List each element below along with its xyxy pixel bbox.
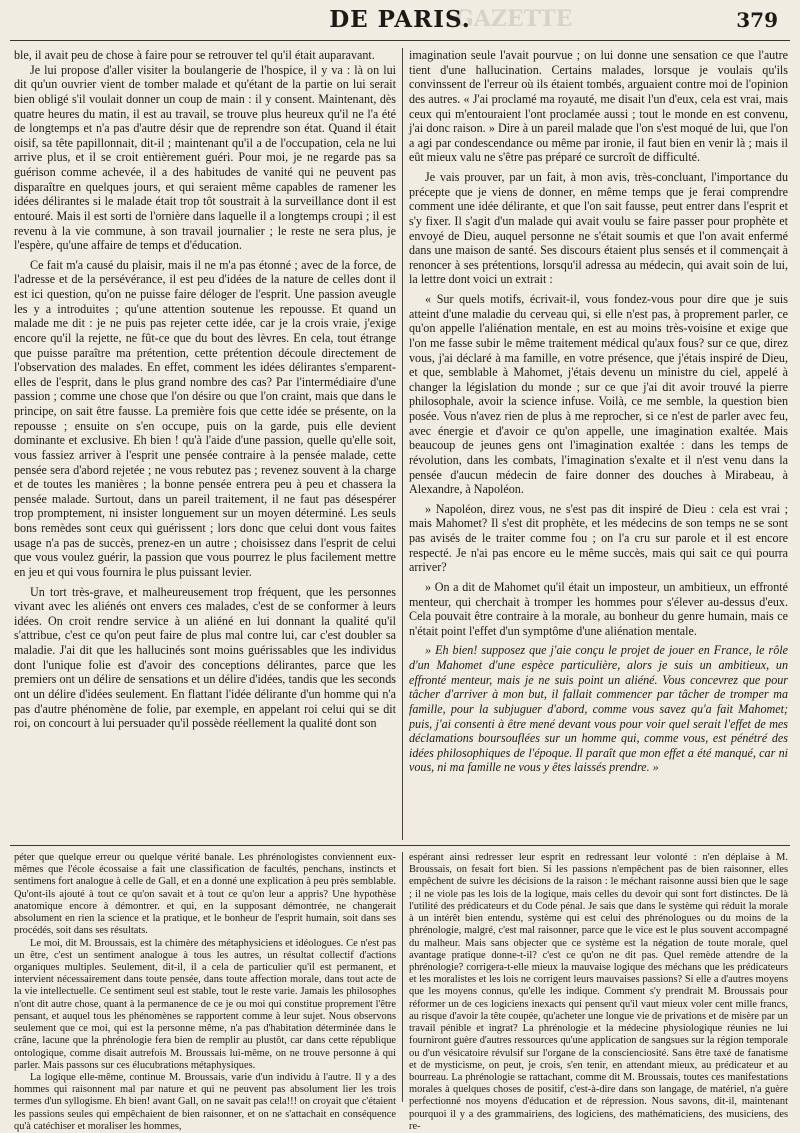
- running-title: DE PARIS.: [329, 6, 471, 33]
- header-rule: [10, 40, 790, 41]
- letter-paragraph: » Napoléon, direz vous, ne s'est pas dit inspiré de Dieu : cela est vrai ; mais Mahomet? Il s'est dit prophète, et les médecins de son temps ne se sont pas avisés de le traiter comme fou ; on l'a cru sur parole et il est encore respecté. Je n'ai pas encore eu le même succès, mais qui sait ce qui pourra arriver?: [409, 501, 788, 575]
- paragraph: espérant ainsi redresser leur esprit en redressant leur volonté : n'en déplaise à M. Broussais, on fesait fort bien. Si les passions n'empêchent pas de bien raisonner, elles empêchent de suivre les décisions de la raison : le méchant raisonne aussi bien que le sage ; il ne viole pas les lois de la logique, mais celles du devoir qui sont fort distinctes. De là l'utilité des prédicateurs et du Code pénal. Je sais que dans le système qui réduit la morale à un intérêt bien entendu, système qui est celui des phrénologues ou du moins de la phrénologie, malgré, c'est mal raisonner, parce que le vice est le plus souvent accompagné du malheur. Mais sans objecter que ce système est la négation de toute morale, quel avantage pratique donne-t-il? c'est ce qu'on ne dit pas. Quel remède attendre de la phrénologie? corrigera-t-elle mieux la mauvaise logique des méchans que les prédicateurs et les moralistes et les lois ne corrigent leurs mauvaises passions? Si elle a d'autres moyens que les moyens connus, qu'elle les indique. Comment s'y prendrait M. Broussais pour réformer un de ces logiciens inexacts qui pensent qu'il vaut mieux voler cent mille francs, au risque d'avoir la tête coupée, qu'acheter une longue vie de privations et de misère par un travail pénible et ingrat? La phrénologie et la médecine physiologique réunies ne lui fourniront guère d'autres ressources qu'une application de sangsues sur la région temporale ou d'un vésicatoire révulsif sur l'organe de la conscienciosité. Sans être taxé de fanatisme et de mysticisme, on peut, je crois, s'en tenir, en attendant mieux, au prédicateur et au bourreau. La phrénologie se rattachant, comme dit M. Broussais, toutes ces manifestations morales à quelques choses de positif, c'est-à-dire dans son langage, de matériel, n'a guère perfectionné nos moyens d'éducation et de répression. Nous savons, dit-il, maintenant pourquoi il y a des grammairiens, des logiciens, des mathématiciens, des musiciens, des re-: [409, 852, 788, 1132]
- paragraph: Je vais prouver, par un fait, à mon avis, très-concluant, l'importance du précepte que je viens de donner, en même temps que je ferai comprendre comment une idée délirante, et que l'on sait fausse, peut entrer dans l'esprit et s'y fixer. Il s'agit d'un malade qui avait voulu se faire passer pour prophète et envoyé de Dieu, auquel personne ne s'était soumis et que l'on avait enfermé dans une maison de santé. Ses discours étaient plus sensés et il commençait à renoncer à ses prétentions, lorsqu'il adressa au médecin, qui avait soin de lui, la lettre dont voici un extrait :: [409, 170, 788, 287]
- column-rule-bottom: [402, 852, 403, 1102]
- paragraph: La logique elle-même, continue M. Broussais, varie d'un individu à l'autre. Il y a des hommes qui raisonnent mal par nature et qui ne peuvent pas absolument lier les trois termes d'un syllogisme. Eh bien! avant Gall, on ne savait pas cela!!! on croyait que c'étaient les passions seules qui empêchaient de bien raisonner, et on ne s'attachait en conséquence qu'à catéchiser et moraliser les hommes,: [14, 1071, 396, 1132]
- letter-paragraph: » On a dit de Mahomet qu'il était un imposteur, un ambitieux, un effronté menteur, qui cherchait à tromper les hommes pour s'élever au-dessus d'eux. Cela pouvait être contraire à la morale, au bonheur du genre humain, mais ce n'était point l'effet d'un symptôme d'une aliénation mentale.: [409, 579, 788, 638]
- paragraph: imagination seule l'avait pourvue ; on lui donne une sensation ce que l'autre tient d'une hallucination. Certains malades, lorsque je voulais qu'ils convinssent de l'erreur où ils étaient tombés, arguaient contre moi de l'opinion des autres. « J'ai proclamé ma royauté, me disait l'un d'eux, cela est vrai, mais ceux qui m'entouraient l'ont proclamée aussi ; tout le monde en est convenu, j'ai donc raison. » Dire à un pareil malade que l'on s'est moqué de lui, que l'on a agi par condescendance ou même par ironie, il faut bien en venir là ; mais il eût mieux valu ne s'être pas préparé ce surcroît de difficulté.: [409, 48, 788, 165]
- top-left-column: [14, 48, 396, 840]
- letter-paragraph-italic: » Eh bien! supposez que j'aie conçu le projet de jouer en France, le rôle d'un Mahomet d'une espèce particulière, alors je suis un ambitieux, un effronté menteur, mais je ne suis point un aliéné. Vous concevrez que pour tâcher d'arriver à mon but, il fallait commencer par tâcher de tromper ma famille, pour la subjuguer d'abord, comme vous savez qu'a fait Mahomet; puis, j'ai consenti à être mené devant vous pour voir quel serait l'effet de mes déclamations boursouflées sur un homme qui, comme vous, est pénétré des idées philosophiques de l'époque. Il paraît que mon effet a été manqué, car ni vous, ni ma famille ne vous y êtes laissés prendre. »: [409, 643, 788, 775]
- paragraph: Le moi, dit M. Broussais, est la chimère des métaphysiciens et idéologues. Ce n'est pas un être, c'est un sentiment analogue à tous les autres, un résultat collectif d'actions organiques multiples. Seulement, dit-il, il a cela de particulier qu'il est permanent, et intervient nécessairement dans toute pensée, dans toute affection morale, dans tout acte de la vie intellectuelle. Ce sentiment seul est stable, tout le reste varie. Jamais les philosophes n'ont dit autre chose, quant à la permanence de ce je ou moi qui constitue proprement l'être pensant, et auquel tous les phénomènes se rapportent comme à leur sujet. Nous observons seulement que ce moi, qui est la personne même, n'a pas d'habitation déterminée dans le crâne, lacune que la phrénologie fera bien de remplir au plustôt, car dans cette république ontologique, comme disait autrefois M. Broussais lui-même, on ne trouve personne à qui parler. Mais passons sur ces élucubrations métaphysiques.: [14, 937, 396, 1071]
- page-number: 379: [736, 8, 778, 32]
- top-right-column: [409, 48, 788, 840]
- feuilleton-rule: [10, 845, 790, 846]
- page-header: [0, 0, 800, 40]
- bottom-left-column: [14, 852, 396, 1132]
- paragraph: Un tort très-grave, et malheureusement trop fréquent, que les personnes vivant avec les aliénés ont envers ces malades, c'est de se conformer à leurs idées. On croit rendre service à un aliéné en lui donnant la qualité qu'il s'attribue, c'est ce qu'on peut faire de plus mal contre lui, car c'est doubler sa maladie. J'ai dit que les hallucinés sont moins guérissables que les individus dont l'unique folie est d'avoir des conceptions délirantes, parce que les premiers ont un délire de sensations et un délire d'idées, tandis que les seconds ont un délire d'idées seulement. En flattant l'idée délirante d'un homme qui n'a pas d'autre phénomène de folie, par exemple, en appelant roi celui qui se dit roi, on concourt à lui persuader qu'il possède réellement la qualité dont son: [14, 584, 396, 731]
- paragraph: ble, il avait peu de chose à faire pour se retrouver tel qu'il était auparavant.: [14, 48, 375, 62]
- letter-paragraph: « Sur quels motifs, écrivait-il, vous fondez-vous pour dire que je suis atteint d'une maladie du cerveau qui, si elle n'est pas, à proprement parler, ce qu'on appelle l'aliénation mentale, en est au moins très-voisine et exige que l'on me fasse subir le même traitement médical qu'aux fous? sur ce que, direz vous, j'ai déclaré à ma famille, en votre présence, que j'étais inspiré de Dieu, et que, semblable à Mahomet, j'étais devenu un ministre du ciel, appelé à changer la législation du monde ; sur ce que j'ai dit avoir trouvé la pierre philosophale, avoir la science infuse. Voilà, ce me semble, la question bien posée. Vous n'avez rien de plus à me reprocher, si ce n'est de parler avec feu, avec énergie et d'avoir ce qu'on appelle, une imagination exaltée. Mais beaucoup de jeunes gens ont l'imagination exaltée : dans les temps de révolution, dans les combats, l'imagination s'exalte et il n'est venu dans la pensée d'aucun médecin de faire donner des douches à Mirabeau, à Alexandre, à Napoléon.: [409, 292, 788, 497]
- ghost-masthead: GAZETTE: [455, 6, 573, 32]
- paragraph: Je lui propose d'aller visiter la boulangerie de l'hospice, il y va : là on lui dit qu'un ouvrier vient de tomber malade et qu'étant de la partie on lui serait bien obligé s'il voulait donner un coup de main : il y consent. Maintenant, dès quatre heures du matin, il est au travail, se trouve plus heureux qu'il ne l'a été de longtemps et n'a pas d'autre désir que de reprendre son état. Quand il était oisif, sa tête papillonnait, dit-il ; maintenant qu'il a de l'occupation, cela ne lui arrive plus, et il se croit entièrement guéri. Pour moi, je ne regarde pas sa guérison comme achevée, il a des habitudes de vanité qui ne peuvent pas disparaître en quelques jours, et qui seraient même capables de ramener les idées délirantes si le malade était trop tôt soustrait à la surveillance dont il est entouré. Mais il est sorti de l'ornière dans laquelle il a longtemps croupi ; il est revenu à la vie commune, à son travail journalier ; le reste ne sera plus, je l'espère, qu'une affaire de temps et d'éducation.: [14, 62, 396, 253]
- paragraph: péter que quelque erreur ou quelque vérité banale. Les phrénologistes conviennent eux-mêmes que l'école écossaise a fait une classification de facultés, penchans, instincts et sentimens fort analogue à celle de Gall, et en a donné une explication à peu près semblable. Qu'ont-ils ajouté à tout ce qu'on savait et à tout ce qu'on leur a appris? Une hypothèse anatomique encore à démontrer. et qui, en la supposant démontrée, ne changerait absolument en rien la science et la pratique, et le bonheur de l'esprit humain, soit dans ses procédés, soit dans ses résultats.: [14, 852, 396, 937]
- column-rule-top: [402, 48, 403, 840]
- paragraph: Ce fait m'a causé du plaisir, mais il ne m'a pas étonné ; avec de la force, de l'adresse et de la persévérance, il est peu d'idées de la nature de celles dont il est ici question, qu'on ne puisse faire déloger de l'esprit. Une passion aveugle les y a introduites ; qu'une attention soutenue les repousse. Et quand un malade me dit : je ne puis pas rejeter cette idée, car je la crois vraie, j'exige encore qu'il la rejette, ne fût-ce que du bout des lèvres. En cela, tout étrange que puisse paraître ma prétention, cette prétention découle directement de l'observation des malades. En effet, comment les idées délirantes s'emparent-elles de l'esprit, dans le plus grand nombre des cas? Par l'intermédiaire d'une passion ; comme une chose que l'on désire ou que l'on craint, mais que dans le principe, on sait être fausse. La première fois que cette idée se présente, on la repousse ; ensuite on s'en occupe, puis on la garde, puis elle devient dominante et exclusive. Eh bien ! qu'à l'aide d'une passion, quelle qu'elle soit, vous fassiez arriver à l'esprit une pensée contraire à la pensée malade, cette pensée sera d'abord rejetée ; ne vous rebutez pas ; revenez souvent à la charge et de toutes les manières ; la bonne pensée entrera peu à peu et chassera la pensée malade. Surtout, dans un pareil traitement, il ne faut pas désespérer trop promptement, ni insister longuement sur un moyen déterminé. Les seuls bons remèdes sont ceux qui guérissent ; lors donc que celui dont vous faites usage n'a pas de succès, prenez-en un autre ; choisissez dans l'esprit de celui que vous voulez guérir, la passion que vous pourrez le plus facilement mettre en jeu et qui vous fournira le plus puissant levier.: [14, 257, 396, 579]
- bottom-right-column: [409, 852, 788, 1132]
